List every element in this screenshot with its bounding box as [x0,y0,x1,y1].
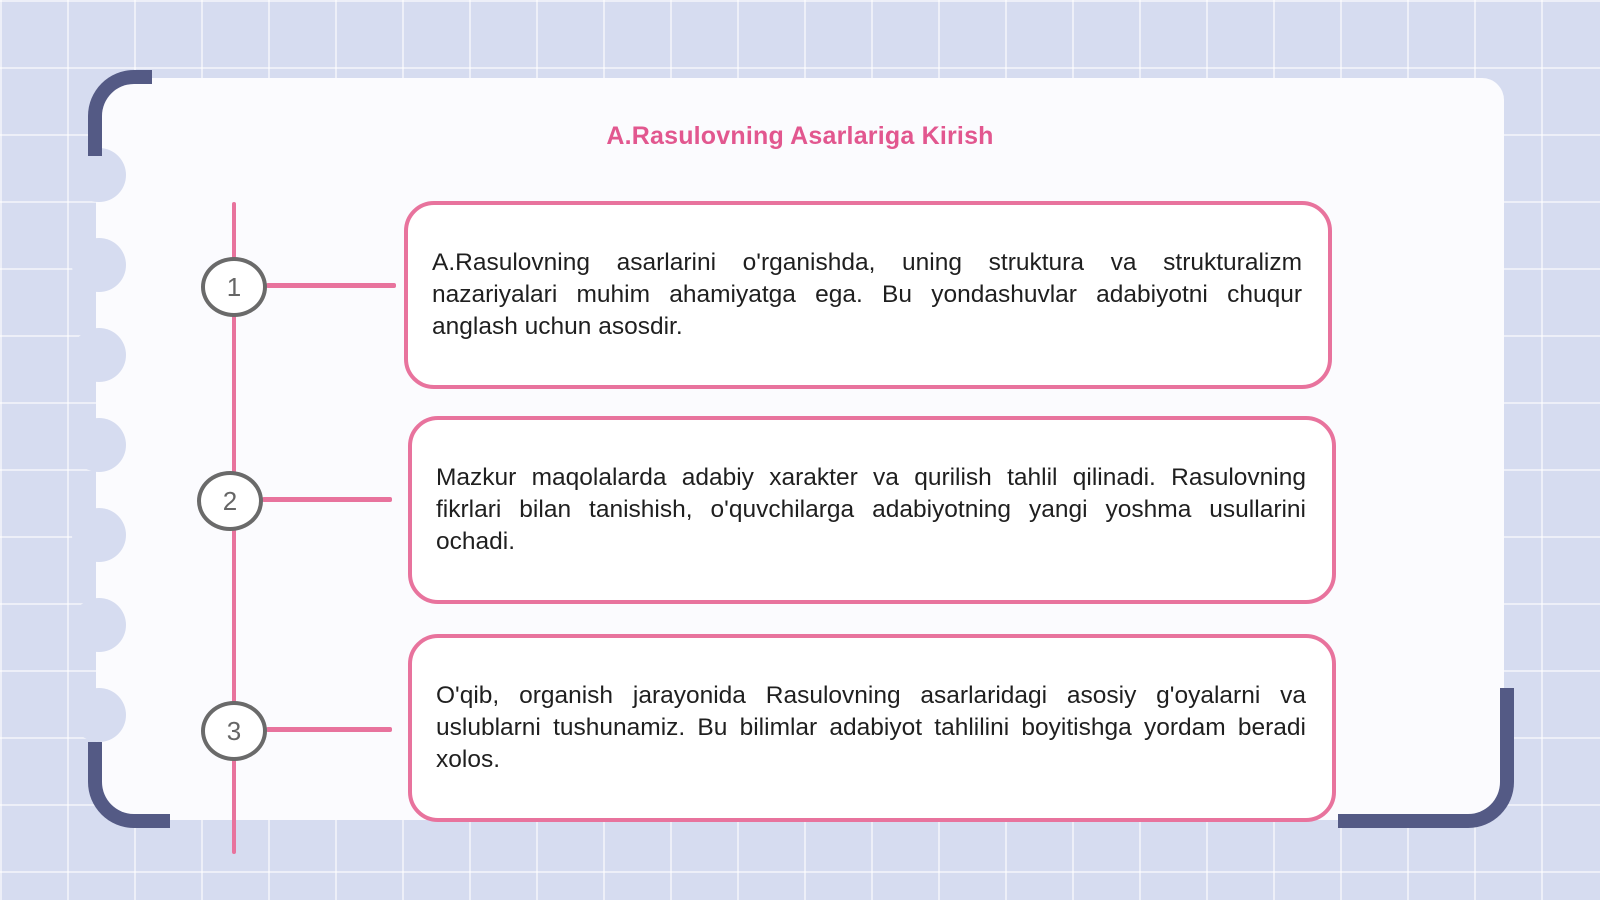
timeline-connector [262,497,392,502]
card-edge-scallop [72,508,126,562]
step-text-1: A.Rasulovning asarlarini o'rganishda, uning struktura va strukturalizm nazariyalari muhim ahamiyatga ega. Bu yondashuvlar adabiyotni chuqur anglash uchun asosdir. [432,249,1302,340]
card-edge-scallop [72,688,126,742]
step-box-3 [408,634,1336,822]
step-box-1 [404,201,1332,389]
card-edge-scallop [72,418,126,472]
card-edge-scallop [72,148,126,202]
corner-bracket-bottom-right [1338,688,1514,828]
step-number-2: 2 [197,471,263,531]
slide-title: A.Rasulovning Asarlariga Kirish [606,122,994,150]
step-text-2: Mazkur maqolalarda adabiy xarakter va qurilish tahlil qilinadi. Rasulovning fikrlari bilan tanishish, o'quvchilarga adabiyotning yangi yoshma usullarini ochadi. [436,464,1306,555]
card-edge-scallop [72,328,126,382]
corner-bracket-bottom-left [88,742,170,828]
step-box-2 [408,416,1336,604]
step-number-1: 1 [201,257,267,317]
timeline-connector [266,283,396,288]
step-number-3: 3 [201,701,267,761]
card-edge-scallop [72,598,126,652]
step-text-3: O'qib, organish jarayonida Rasulovning asarlaridagi asosiy g'oyalarni va uslublarni tushunamiz. Bu bilimlar adabiyot tahlilini boyitishga yordam beradi xolos. [436,682,1306,773]
timeline-connector [266,727,392,732]
card-edge-scallop [72,238,126,292]
